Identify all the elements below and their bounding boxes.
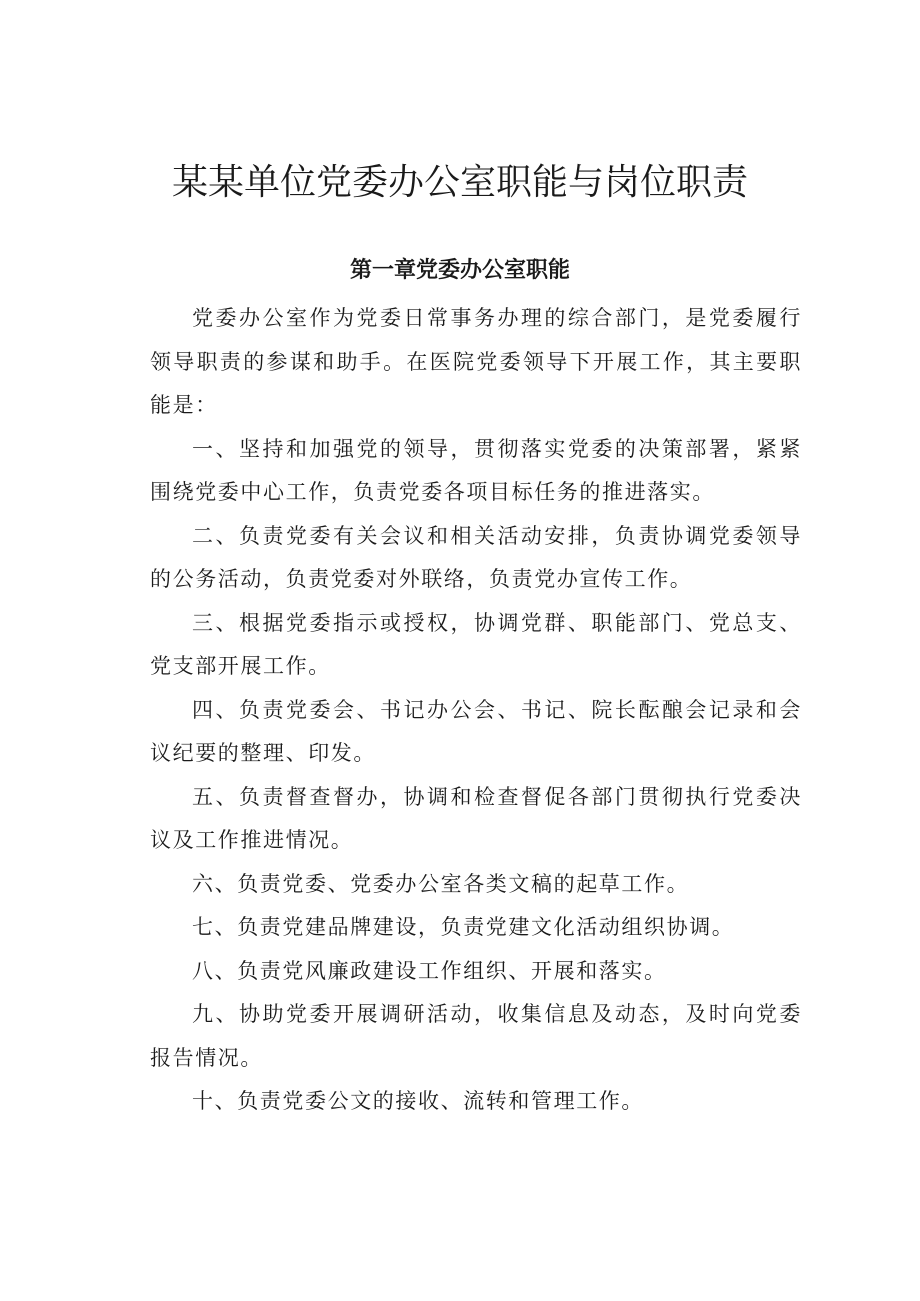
paragraph-item-3: 三、根据党委指示或授权，协调党群、职能部门、党总支、党支部开展工作。 (150, 610, 802, 678)
paragraph-item-5: 五、负责督查督办，协调和检查督促各部门贯彻执行党委决议及工作推进情况。 (150, 784, 802, 852)
paragraph-intro: 党委办公室作为党委日常事务办理的综合部门，是党委履行领导职责的参谋和助手。在医院党委领导下开展工作，其主要职能是： (150, 306, 802, 417)
paragraph-item-6: 六、负责党委、党委办公室各类文稿的起草工作。 (192, 871, 690, 896)
paragraph-item-7: 七、负责党建品牌建设，负责党建文化活动组织协调。 (192, 915, 735, 939)
paragraph-item-9: 九、协助党委开展调研活动，收集信息及动态，及时向党委报告情况。 (150, 1002, 802, 1070)
chapter-title: 第一章党委办公室职能 (349, 258, 570, 283)
paragraph-item-8: 八、负责党风廉政建设工作组织、开展和落实。 (192, 958, 667, 983)
document-body (150, 297, 802, 1124)
paragraph-item-10: 十、负责党委公文的接收、流转和管理工作。 (192, 1089, 644, 1113)
paragraph-item-1: 一、坚持和加强党的领导，贯彻落实党委的决策部署，紧紧围绕党委中心工作，负责党委各项目标任务的推进落实。 (150, 436, 802, 504)
document-title: 某某单位党委办公室职能与岗位职责 (171, 162, 748, 203)
paragraph-item-4: 四、负责党委会、书记办公会、书记、院长酝酿会记录和会议纪要的整理、印发。 (150, 697, 802, 765)
paragraph-item-2: 二、负责党委有关会议和相关活动安排，负责协调党委领导的公务活动，负责党委对外联络，负责党办宣传工作。 (150, 523, 802, 591)
